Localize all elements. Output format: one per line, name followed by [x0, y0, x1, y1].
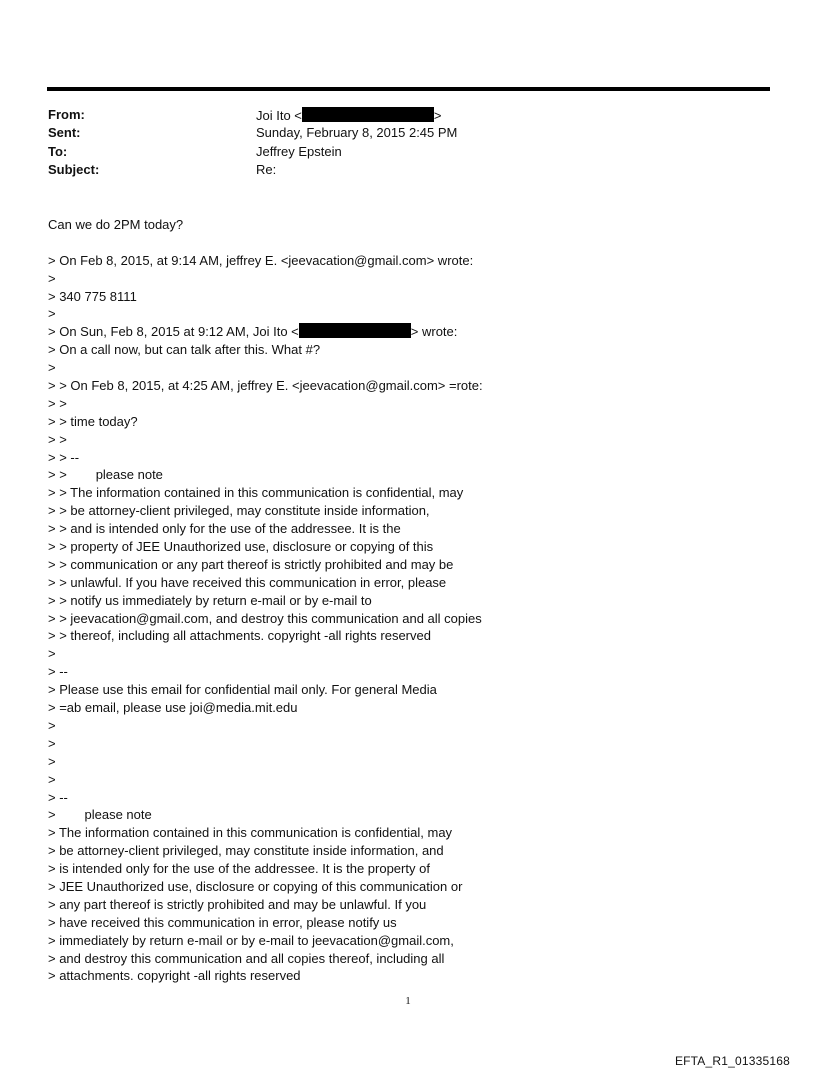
from-suffix: >: [433, 108, 442, 123]
from-label: From:: [48, 107, 85, 122]
quoted-line: > immediately by return e-mail or by e-mail to jeevacation@gmail.com,: [48, 932, 454, 948]
document-id: EFTA_R1_01335168: [674, 1054, 790, 1068]
spacer: [48, 234, 768, 252]
quoted-line: >: [48, 360, 56, 376]
quoted-line: > > jeevacation@gmail.com, and destroy this communication and all copies: [48, 610, 482, 626]
quoted-line: > > unlawful. If you have received this communication in error, please: [48, 574, 447, 590]
quoted-line: > > communication or any part thereof is strictly prohibited and may be: [48, 556, 454, 572]
redaction-box: [299, 323, 411, 338]
quoted-line: > On a call now, but can talk after this. What #?: [48, 342, 321, 358]
quoted-line-prefix: > On Sun, Feb 8, 2015 at 9:12 AM, Joi Ito <: [48, 324, 299, 340]
to-label: To:: [48, 144, 68, 159]
quoted-line: >: [48, 735, 56, 751]
quoted-line: > > be attorney-client privileged, may constitute inside information,: [48, 503, 430, 519]
quoted-line: > attachments. copyright -all rights reserved: [48, 968, 301, 984]
sent-value: Sunday, February 8, 2015 2:45 PM: [256, 125, 458, 140]
opening-line: Can we do 2PM today?: [48, 217, 184, 232]
quoted-line: > and destroy this communication and all copies thereof, including all: [48, 950, 445, 966]
quoted-line: >: [48, 753, 56, 769]
subject-value: Re:: [256, 162, 277, 177]
quoted-line: > have received this communication in error, please notify us: [48, 914, 397, 930]
quoted-line: >: [48, 646, 56, 662]
sent-label: Sent:: [48, 125, 81, 140]
quoted-line: > > On Feb 8, 2015, at 4:25 AM, jeffrey E. <jeevacation@gmail.com> =rote:: [48, 378, 483, 394]
quoted-line-suffix: > wrote:: [410, 324, 458, 340]
quoted-line: > > property of JEE Unauthorized use, disclosure or copying of this: [48, 539, 434, 555]
quoted-line: > --: [48, 664, 68, 680]
page-number: 1: [405, 995, 411, 1007]
subject-label: Subject:: [48, 162, 100, 177]
quoted-line: > please note: [48, 807, 152, 823]
quoted-line: >: [48, 270, 56, 286]
quoted-line: > The information contained in this communication is confidential, may: [48, 825, 453, 841]
redaction-box: [302, 107, 434, 122]
quoted-line: > =ab email, please use joi@media.mit.edu: [48, 700, 298, 716]
quoted-line: > > --: [48, 449, 80, 465]
quoted-line: > >: [48, 431, 67, 447]
quoted-line: > --: [48, 789, 68, 805]
quoted-line: > On Feb 8, 2015, at 9:14 AM, jeffrey E. <jeevacation@gmail.com> wrote:: [48, 252, 474, 268]
quoted-line: > 340 775 8111: [48, 288, 137, 304]
quoted-line: > > The information contained in this communication is confidential, may: [48, 485, 464, 501]
quoted-line: > Please use this email for confidential mail only. For general Media: [48, 682, 437, 698]
header-rule: [47, 87, 770, 91]
quoted-line: >: [48, 717, 56, 733]
quoted-line: > > notify us immediately by return e-mail or by e-mail to: [48, 592, 372, 608]
to-value: Jeffrey Epstein: [256, 144, 342, 159]
quoted-line: > > please note: [48, 467, 163, 483]
quoted-line: > >: [48, 395, 67, 411]
quoted-line: > is intended only for the use of the addressee. It is the property of: [48, 861, 430, 877]
from-value: [256, 107, 441, 123]
quoted-thread: [48, 252, 768, 986]
email-body: [48, 216, 768, 985]
quoted-line: >: [48, 306, 56, 322]
quoted-line: > be attorney-client privileged, may constitute inside information, and: [48, 843, 444, 859]
quoted-line: > JEE Unauthorized use, disclosure or copying of this communication or: [48, 878, 463, 894]
from-name: Joi Ito <: [256, 108, 302, 123]
quoted-line: > > thereof, including all attachments. copyright -all rights reserved: [48, 628, 431, 644]
quoted-line: [48, 323, 768, 341]
quoted-line: > any part thereof is strictly prohibited and may be unlawful. If you: [48, 896, 427, 912]
quoted-line: > > time today?: [48, 413, 138, 429]
quoted-line: > > and is intended only for the use of the addressee. It is the: [48, 521, 401, 537]
quoted-line: >: [48, 771, 56, 787]
